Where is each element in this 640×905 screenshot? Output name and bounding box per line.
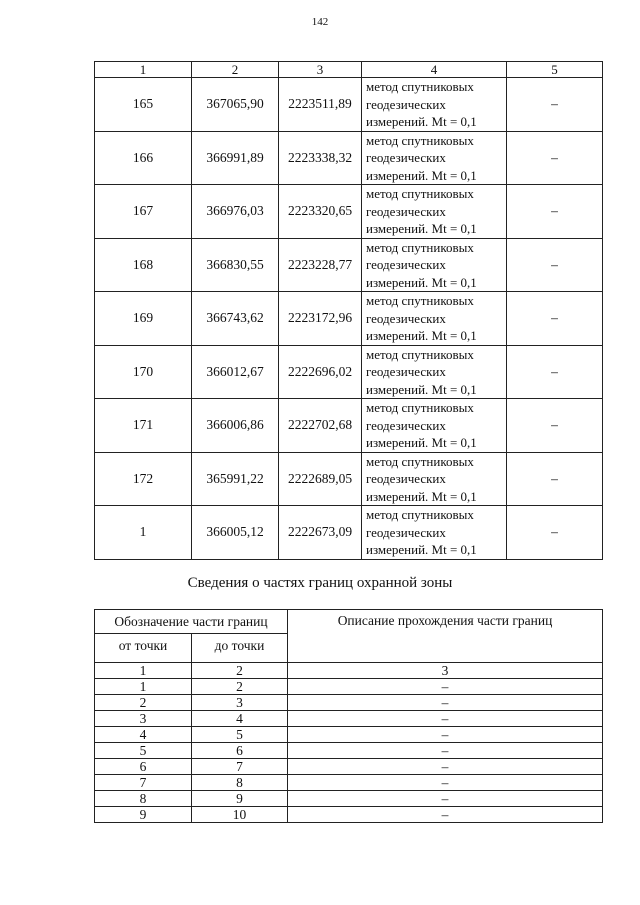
description-cell: – bbox=[288, 743, 603, 759]
table-row bbox=[95, 506, 603, 560]
note-cell: – bbox=[507, 238, 603, 292]
x-coordinate-cell: 366743,62 bbox=[192, 292, 279, 346]
to-point-cell: 2 bbox=[192, 679, 288, 695]
x-coordinate-cell: 366976,03 bbox=[192, 185, 279, 239]
point-cell: 1 bbox=[95, 506, 192, 560]
point-cell: 172 bbox=[95, 452, 192, 506]
table-row bbox=[95, 238, 603, 292]
point-cell: 165 bbox=[95, 78, 192, 132]
header-part-designation: Обозначение части границ bbox=[95, 610, 288, 634]
table-row bbox=[95, 78, 603, 132]
to-point-cell: 4 bbox=[192, 711, 288, 727]
coordinates-table bbox=[94, 61, 603, 560]
method-cell: метод спутниковых геодезических измерений. Mt = 0,1 bbox=[362, 185, 507, 239]
table-row bbox=[95, 452, 603, 506]
point-cell: 169 bbox=[95, 292, 192, 346]
table-row bbox=[95, 679, 603, 695]
table-row bbox=[95, 131, 603, 185]
method-cell: метод спутниковых геодезических измерений. Mt = 0,1 bbox=[362, 238, 507, 292]
from-point-cell: 1 bbox=[95, 679, 192, 695]
point-cell: 166 bbox=[95, 131, 192, 185]
note-cell: – bbox=[507, 345, 603, 399]
to-point-cell: 8 bbox=[192, 775, 288, 791]
note-cell: – bbox=[507, 506, 603, 560]
column-header: 3 bbox=[279, 62, 362, 78]
header-part-description: Описание прохождения части границ bbox=[288, 610, 603, 663]
to-point-cell: 10 bbox=[192, 807, 288, 823]
y-coordinate-cell: 2222696,02 bbox=[279, 345, 362, 399]
description-cell: – bbox=[288, 807, 603, 823]
description-cell: – bbox=[288, 711, 603, 727]
header-to-point: до точки bbox=[192, 634, 288, 663]
method-cell: метод спутниковых геодезических измерений. Mt = 0,1 bbox=[362, 131, 507, 185]
from-point-cell: 8 bbox=[95, 791, 192, 807]
from-point-cell: 3 bbox=[95, 711, 192, 727]
to-point-cell: 2 bbox=[192, 663, 288, 679]
column-header: 2 bbox=[192, 62, 279, 78]
x-coordinate-cell: 366012,67 bbox=[192, 345, 279, 399]
to-point-cell: 7 bbox=[192, 759, 288, 775]
x-coordinate-cell: 366830,55 bbox=[192, 238, 279, 292]
point-cell: 171 bbox=[95, 399, 192, 453]
description-cell: – bbox=[288, 759, 603, 775]
column-header: 4 bbox=[362, 62, 507, 78]
method-cell: метод спутниковых геодезических измерений. Mt = 0,1 bbox=[362, 506, 507, 560]
description-cell: 3 bbox=[288, 663, 603, 679]
table-row bbox=[95, 345, 603, 399]
point-cell: 167 bbox=[95, 185, 192, 239]
description-cell: – bbox=[288, 775, 603, 791]
table-row bbox=[95, 759, 603, 775]
method-cell: метод спутниковых геодезических измерений. Mt = 0,1 bbox=[362, 78, 507, 132]
table-row bbox=[95, 711, 603, 727]
x-coordinate-cell: 366006,86 bbox=[192, 399, 279, 453]
y-coordinate-cell: 2222702,68 bbox=[279, 399, 362, 453]
from-point-cell: 5 bbox=[95, 743, 192, 759]
table-row bbox=[95, 743, 603, 759]
table-row bbox=[95, 807, 603, 823]
table-row bbox=[95, 727, 603, 743]
description-cell: – bbox=[288, 791, 603, 807]
column-header: 1 bbox=[95, 62, 192, 78]
to-point-cell: 3 bbox=[192, 695, 288, 711]
note-cell: – bbox=[507, 78, 603, 132]
method-cell: метод спутниковых геодезических измерений. Mt = 0,1 bbox=[362, 292, 507, 346]
method-cell: метод спутниковых геодезических измерений. Mt = 0,1 bbox=[362, 452, 507, 506]
to-point-cell: 9 bbox=[192, 791, 288, 807]
page-number: 142 bbox=[311, 16, 329, 28]
from-point-cell: 6 bbox=[95, 759, 192, 775]
note-cell: – bbox=[507, 292, 603, 346]
description-cell: – bbox=[288, 679, 603, 695]
note-cell: – bbox=[507, 131, 603, 185]
y-coordinate-cell: 2222689,05 bbox=[279, 452, 362, 506]
x-coordinate-cell: 366005,12 bbox=[192, 506, 279, 560]
point-cell: 168 bbox=[95, 238, 192, 292]
note-cell: – bbox=[507, 185, 603, 239]
y-coordinate-cell: 2223511,89 bbox=[279, 78, 362, 132]
x-coordinate-cell: 365991,22 bbox=[192, 452, 279, 506]
table-row bbox=[95, 185, 603, 239]
table-row bbox=[95, 695, 603, 711]
boundary-parts-table bbox=[94, 609, 603, 823]
table-row bbox=[95, 791, 603, 807]
y-coordinate-cell: 2223228,77 bbox=[279, 238, 362, 292]
y-coordinate-cell: 2222673,09 bbox=[279, 506, 362, 560]
x-coordinate-cell: 367065,90 bbox=[192, 78, 279, 132]
table-row bbox=[95, 663, 603, 679]
note-cell: – bbox=[507, 399, 603, 453]
header-from-point: от точки bbox=[95, 634, 192, 663]
description-cell: – bbox=[288, 727, 603, 743]
x-coordinate-cell: 366991,89 bbox=[192, 131, 279, 185]
from-point-cell: 4 bbox=[95, 727, 192, 743]
method-cell: метод спутниковых геодезических измерений. Mt = 0,1 bbox=[362, 345, 507, 399]
y-coordinate-cell: 2223320,65 bbox=[279, 185, 362, 239]
table-row bbox=[95, 399, 603, 453]
to-point-cell: 5 bbox=[192, 727, 288, 743]
y-coordinate-cell: 2223172,96 bbox=[279, 292, 362, 346]
note-cell: – bbox=[507, 452, 603, 506]
table-row bbox=[95, 292, 603, 346]
table-row bbox=[95, 775, 603, 791]
section-title: Сведения о частях границ охранной зоны bbox=[187, 575, 453, 591]
to-point-cell: 6 bbox=[192, 743, 288, 759]
from-point-cell: 1 bbox=[95, 663, 192, 679]
description-cell: – bbox=[288, 695, 603, 711]
from-point-cell: 7 bbox=[95, 775, 192, 791]
from-point-cell: 9 bbox=[95, 807, 192, 823]
method-cell: метод спутниковых геодезических измерений. Mt = 0,1 bbox=[362, 399, 507, 453]
table-header-row bbox=[95, 62, 603, 78]
column-header: 5 bbox=[507, 62, 603, 78]
point-cell: 170 bbox=[95, 345, 192, 399]
from-point-cell: 2 bbox=[95, 695, 192, 711]
y-coordinate-cell: 2223338,32 bbox=[279, 131, 362, 185]
